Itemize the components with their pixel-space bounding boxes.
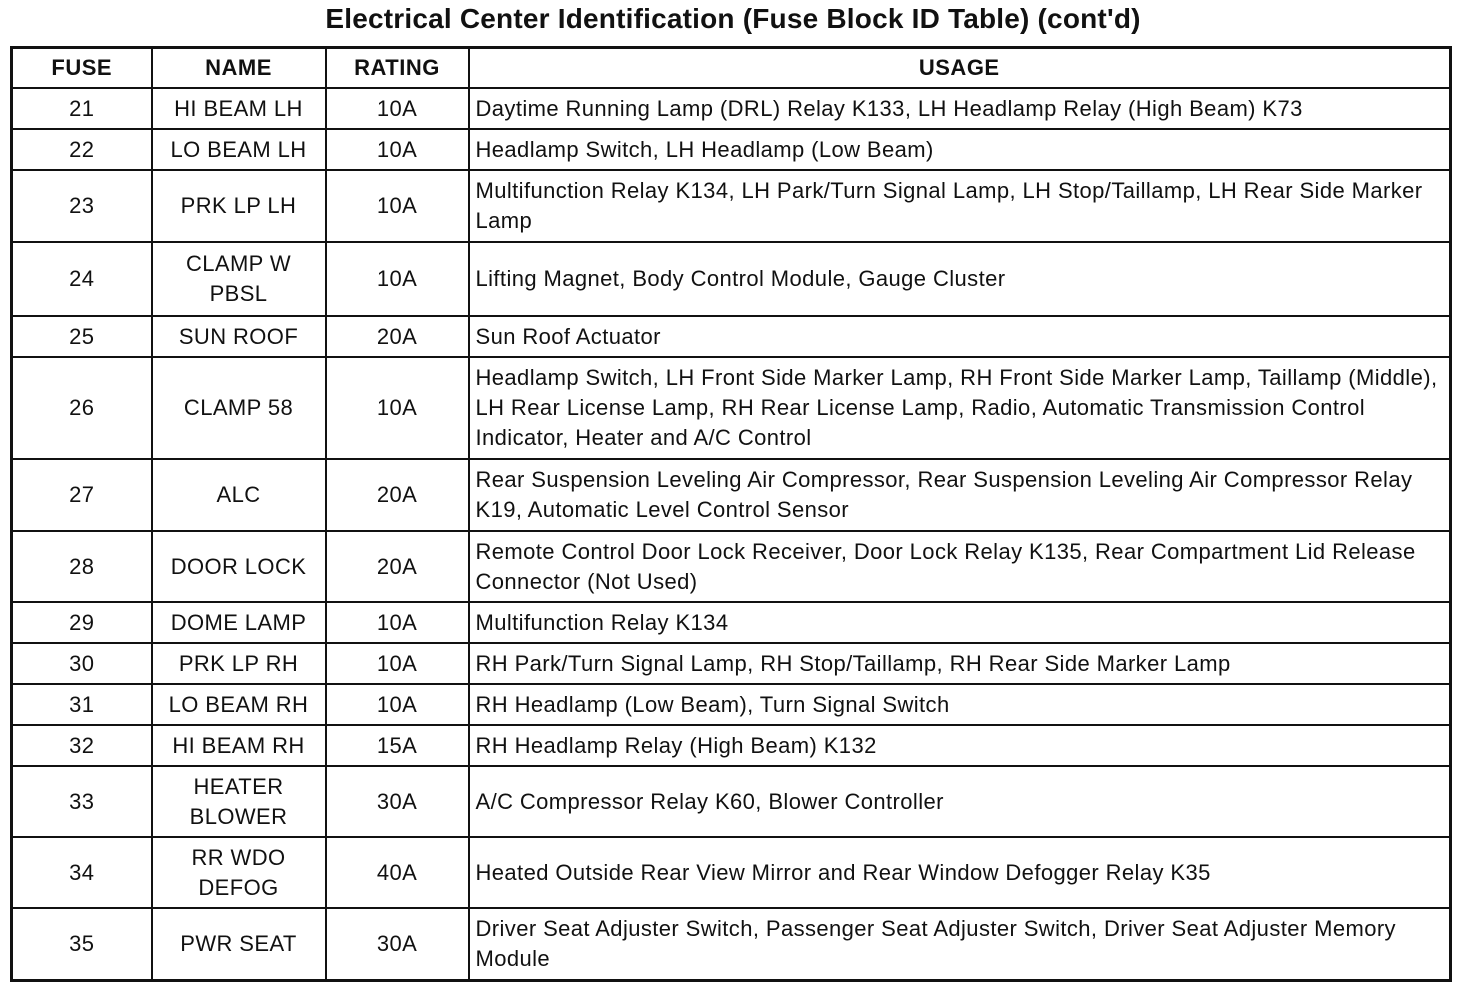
fuse-rating: 20A [326, 316, 469, 357]
column-header-name: NAME [152, 48, 326, 89]
fuse-usage: Daytime Running Lamp (DRL) Relay K133, LH Headlamp Relay (High Beam) K73 [469, 88, 1451, 129]
table-row [12, 531, 1451, 602]
fuse-rating: 20A [326, 531, 469, 602]
fuse-name: HI BEAM LH [152, 88, 326, 129]
fuse-name: SUN ROOF [152, 316, 326, 357]
fuse-usage: Sun Roof Actuator [469, 316, 1451, 357]
fuse-number: 34 [12, 837, 152, 908]
table-row [12, 643, 1451, 684]
fuse-rating: 40A [326, 837, 469, 908]
fuse-rating: 10A [326, 684, 469, 725]
fuse-rating: 10A [326, 357, 469, 459]
fuse-name: DOME LAMP [152, 602, 326, 643]
fuse-number: 26 [12, 357, 152, 459]
fuse-usage: Driver Seat Adjuster Switch, Passenger Seat Adjuster Switch, Driver Seat Adjuster Memory Module [469, 908, 1451, 980]
fuse-name: HEATER BLOWER [152, 766, 326, 837]
fuse-rating: 15A [326, 725, 469, 766]
fuse-block-id-table [10, 46, 1452, 982]
fuse-number: 25 [12, 316, 152, 357]
fuse-name: LO BEAM RH [152, 684, 326, 725]
fuse-number: 22 [12, 129, 152, 170]
fuse-number: 30 [12, 643, 152, 684]
fuse-number: 21 [12, 88, 152, 129]
fuse-name: CLAMP 58 [152, 357, 326, 459]
column-header-usage: USAGE [469, 48, 1451, 89]
table-row [12, 316, 1451, 357]
fuse-number: 31 [12, 684, 152, 725]
table-row [12, 766, 1451, 837]
table-row [12, 602, 1451, 643]
fuse-usage: RH Headlamp (Low Beam), Turn Signal Switch [469, 684, 1451, 725]
fuse-usage: RH Headlamp Relay (High Beam) K132 [469, 725, 1451, 766]
table-row [12, 357, 1451, 459]
fuse-name: HI BEAM RH [152, 725, 326, 766]
fuse-usage: Lifting Magnet, Body Control Module, Gauge Cluster [469, 242, 1451, 316]
table-row [12, 837, 1451, 908]
fuse-usage: Rear Suspension Leveling Air Compressor, Rear Suspension Leveling Air Compressor Relay K19, Automatic Level Control Sensor [469, 459, 1451, 531]
fuse-number: 28 [12, 531, 152, 602]
fuse-name: RR WDO DEFOG [152, 837, 326, 908]
fuse-rating: 10A [326, 129, 469, 170]
fuse-name: ALC [152, 459, 326, 531]
fuse-rating: 30A [326, 908, 469, 980]
fuse-rating: 10A [326, 170, 469, 242]
table-row [12, 459, 1451, 531]
fuse-usage: RH Park/Turn Signal Lamp, RH Stop/Taillamp, RH Rear Side Marker Lamp [469, 643, 1451, 684]
fuse-number: 23 [12, 170, 152, 242]
fuse-number: 32 [12, 725, 152, 766]
fuse-number: 35 [12, 908, 152, 980]
table-row [12, 908, 1451, 980]
fuse-usage: A/C Compressor Relay K60, Blower Controller [469, 766, 1451, 837]
fuse-usage: Remote Control Door Lock Receiver, Door Lock Relay K135, Rear Compartment Lid Release Connector (Not Used) [469, 531, 1451, 602]
table-row [12, 684, 1451, 725]
fuse-usage: Multifunction Relay K134 [469, 602, 1451, 643]
fuse-usage: Multifunction Relay K134, LH Park/Turn Signal Lamp, LH Stop/Taillamp, LH Rear Side Marker Lamp [469, 170, 1451, 242]
fuse-rating: 10A [326, 602, 469, 643]
fuse-name: PWR SEAT [152, 908, 326, 980]
fuse-rating: 10A [326, 88, 469, 129]
fuse-rating: 10A [326, 643, 469, 684]
column-header-fuse: FUSE [12, 48, 152, 89]
page-title: Electrical Center Identification (Fuse Block ID Table) (cont'd) [325, 3, 1141, 34]
column-header-rating: RATING [326, 48, 469, 89]
table-row [12, 725, 1451, 766]
table-header-row [12, 48, 1451, 89]
fuse-number: 29 [12, 602, 152, 643]
table-row [12, 170, 1451, 242]
fuse-name: PRK LP LH [152, 170, 326, 242]
fuse-usage: Headlamp Switch, LH Headlamp (Low Beam) [469, 129, 1451, 170]
table-row [12, 242, 1451, 316]
fuse-rating: 10A [326, 242, 469, 316]
fuse-name: CLAMP W PBSL [152, 242, 326, 316]
fuse-number: 27 [12, 459, 152, 531]
fuse-name: LO BEAM LH [152, 129, 326, 170]
fuse-usage: Heated Outside Rear View Mirror and Rear Window Defogger Relay K35 [469, 837, 1451, 908]
fuse-rating: 30A [326, 766, 469, 837]
fuse-rating: 20A [326, 459, 469, 531]
fuse-number: 24 [12, 242, 152, 316]
table-row [12, 88, 1451, 129]
table-row [12, 129, 1451, 170]
fuse-usage: Headlamp Switch, LH Front Side Marker Lamp, RH Front Side Marker Lamp, Taillamp (Middle), LH Rear License Lamp, RH Rear License Lamp, Radio, Automatic Transmission Control Indicator, Heater and A/C Control [469, 357, 1451, 459]
fuse-name: PRK LP RH [152, 643, 326, 684]
fuse-number: 33 [12, 766, 152, 837]
fuse-name: DOOR LOCK [152, 531, 326, 602]
